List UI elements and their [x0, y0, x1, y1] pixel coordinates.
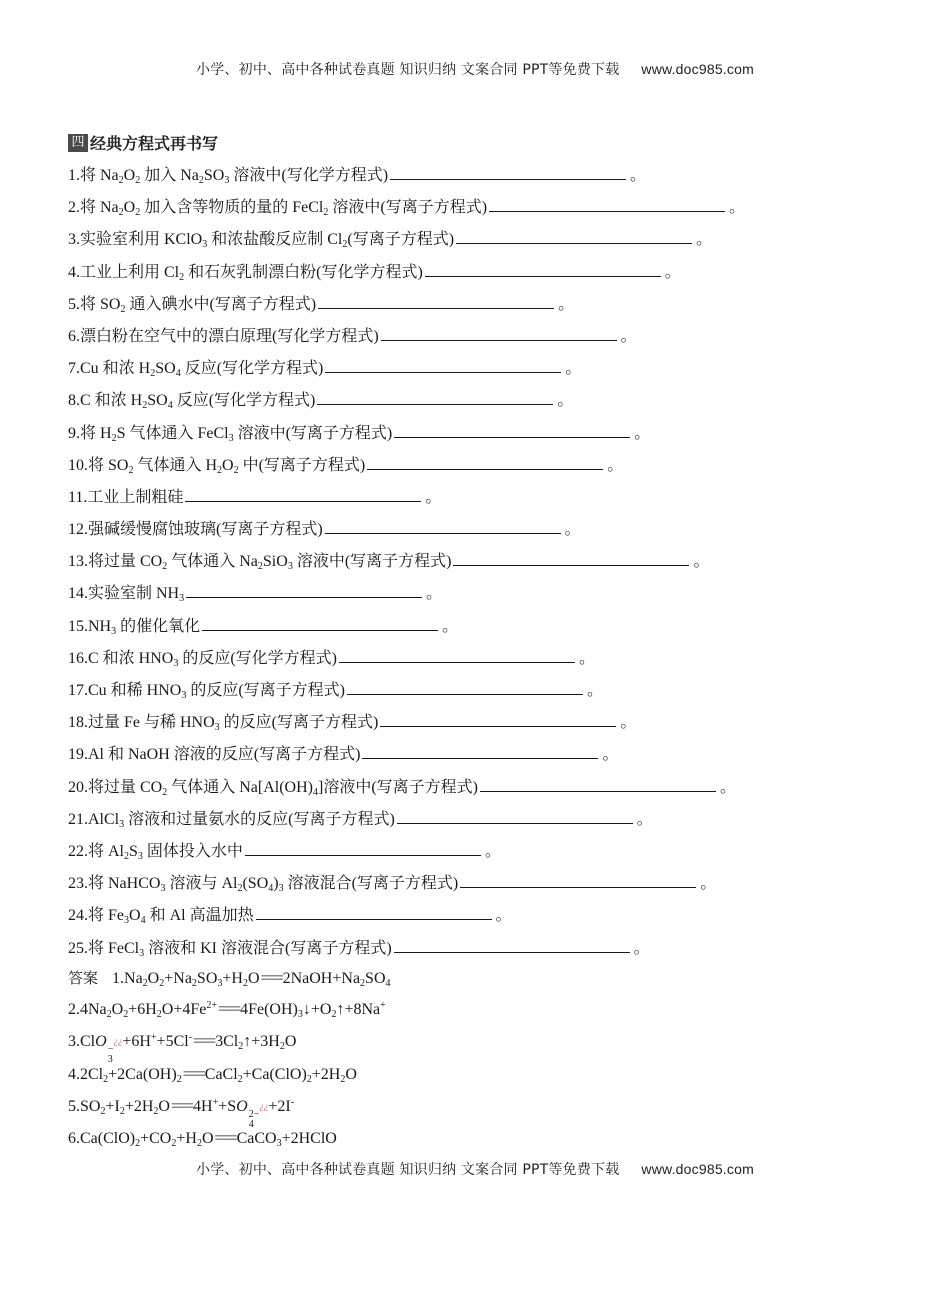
question-end-mark: 。 [565, 360, 582, 378]
question-item [68, 482, 908, 514]
question-end-mark: 。 [729, 199, 746, 217]
answer-list [68, 962, 908, 1155]
question-item [68, 643, 908, 675]
answer-blank[interactable] [380, 708, 616, 727]
question-text: 12.强碱缓慢腐蚀玻璃(写离子方程式) [68, 521, 323, 539]
question-end-mark: 。 [484, 842, 501, 860]
question-item [68, 546, 908, 578]
question-item [68, 868, 908, 900]
question-end-mark: 。 [442, 617, 459, 635]
answer-blank[interactable] [317, 386, 553, 405]
answer-blank[interactable] [397, 805, 633, 824]
answer-blank[interactable] [367, 451, 603, 470]
question-end-mark: 。 [664, 263, 681, 281]
question-end-mark: 。 [634, 424, 651, 442]
answer-label: 答案 [68, 969, 99, 987]
answer-blank[interactable] [202, 612, 438, 631]
question-text: 3.实验室利用 KClO$_3$ 和浓盐酸反应制 $Cl_2$(写离子方程式) [68, 231, 455, 251]
question-item [68, 321, 908, 353]
header-banner [0, 59, 950, 79]
question-text: 1.将 $Na_2O_2$ 加入 $Na_2SO_3$ 溶液中(写化学方程式) [68, 167, 389, 186]
answer-equation: 3.ClO −¿¿ 3 $+6H^++5Cl^-===3Cl_2↑+3H_2O$ [68, 1032, 297, 1066]
banner-text: 小学、初中、高中各种试卷真题 知识归纳 文案合同 PPT等免费下载 [196, 1162, 620, 1178]
question-text: 16.C 和浓 $HNO_3$ 的反应(写化学方程式) [68, 649, 338, 669]
question-item [68, 900, 908, 932]
question-text: 13.将过量 $CO_2$ 气体通入 $Na_2SiO_3$ 溶液中(写离子方程式) [68, 553, 452, 573]
question-item [68, 160, 908, 192]
question-text: 2.将 $Na_2O_2$ 加入含等物质的量的 FeCl$_2$ 溶液中(写离子方程式) [68, 199, 488, 219]
question-text: 9.将 $H_2S$ 气体通入 FeCl$_3$ 溶液中(写离子方程式) [68, 424, 393, 444]
answer-blank[interactable] [325, 354, 561, 373]
question-end-mark: 。 [636, 810, 653, 828]
section-title: 经典方程式再书写 [90, 134, 219, 153]
answer-blank[interactable] [394, 419, 630, 438]
question-item [68, 739, 908, 771]
question-text: 6.漂白粉在空气中的漂白原理(写化学方程式) [68, 327, 379, 345]
question-text: 20.将过量 $CO_2$ 气体通入 $Na[Al(OH)_4]$溶液中(写离子方程式) [68, 778, 478, 798]
question-item [68, 578, 908, 610]
question-list [68, 160, 908, 965]
question-text: 4.工业上利用 $Cl_2$ 和石灰乳制漂白粉(写化学方程式) [68, 263, 423, 283]
answer-blank[interactable] [453, 547, 689, 566]
section-badge: 四 [68, 134, 88, 152]
question-text: 17.Cu 和稀 $HNO_3$ 的反应(写离子方程式) [68, 682, 346, 701]
answer-blank[interactable] [460, 869, 696, 888]
answer-item [68, 1091, 908, 1130]
answer-blank[interactable] [394, 934, 630, 953]
question-item [68, 418, 908, 450]
question-text: 5.将 $SO_2$ 通入碘水中(写离子方程式) [68, 295, 317, 315]
question-item [68, 353, 908, 385]
question-item [68, 385, 908, 417]
answer-blank[interactable] [456, 225, 692, 244]
answer-blank[interactable] [325, 515, 561, 534]
answer-item [68, 1059, 908, 1091]
question-end-mark: 。 [558, 295, 575, 313]
question-end-mark: 。 [557, 392, 574, 410]
question-item [68, 450, 908, 482]
question-end-mark: 。 [633, 939, 650, 957]
question-text: 8.C 和浓 $H_2SO_4$ 反应(写化学方程式) [68, 392, 316, 412]
question-end-mark: 。 [602, 746, 619, 764]
answer-blank[interactable] [347, 676, 583, 695]
answer-equation: $4.2Cl_2+2Ca(OH)_2===CaCl_2+Ca(ClO)_2+2H_2O$ [68, 1065, 357, 1085]
banner-text: 小学、初中、高中各种试卷真题 知识归纳 文案合同 PPT等免费下载 [196, 62, 620, 78]
question-text: 7.Cu 和浓 $H_2SO_4$ 反应(写化学方程式) [68, 360, 324, 380]
question-end-mark: 。 [630, 167, 647, 184]
answer-equation: $2.4Na_2O_2+6H_2O+4Fe^{2+}===4Fe(OH)_3↓+O_2↑+8Na^+$ [68, 1000, 386, 1021]
question-item [68, 675, 908, 707]
question-end-mark: 。 [696, 231, 713, 249]
question-item [68, 707, 908, 739]
question-text: 19.Al 和 NaOH 溶液的反应(写离子方程式) [68, 746, 361, 764]
answer-blank[interactable] [480, 773, 716, 792]
question-item [68, 611, 908, 643]
question-item [68, 224, 908, 256]
question-text: 23.将 NaHCO$_3$ 溶液与 $Al_2(SO_4)_3$ 溶液混合(写离子方程式) [68, 875, 459, 895]
question-text: 10.将 $SO_2$ 气体通入 $H_2O_2$ 中(写离子方程式) [68, 456, 366, 476]
question-end-mark: 。 [720, 778, 737, 796]
answer-blank[interactable] [186, 579, 422, 598]
answer-blank[interactable] [425, 258, 661, 277]
question-end-mark: 。 [620, 714, 637, 732]
question-end-mark: 。 [693, 553, 710, 571]
question-text: 24.将 $Fe_3O_4$ 和 Al 高温加热 [68, 907, 254, 927]
answer-blank[interactable] [318, 290, 554, 309]
answer-blank[interactable] [245, 837, 481, 856]
answer-blank[interactable] [381, 322, 617, 341]
question-end-mark: 。 [587, 682, 604, 699]
question-end-mark: 。 [700, 875, 717, 893]
question-text: 14.实验室制 $NH_3$ [68, 585, 185, 605]
answer-blank[interactable] [390, 161, 626, 180]
answer-blank[interactable] [489, 193, 725, 212]
question-item [68, 933, 908, 965]
question-item [68, 804, 908, 836]
answer-blank[interactable] [256, 901, 492, 920]
question-text: 22.将 $Al_2S_3$ 固体投入水中 [68, 842, 243, 862]
question-item [68, 836, 908, 868]
answer-blank[interactable] [339, 644, 575, 663]
answer-equation: $5.SO_2+I_2+2H_2O===4H^++SO$ 2−¿¿ 4 +2I- [68, 1096, 295, 1130]
banner-site-link[interactable]: www.doc985.com [641, 61, 754, 77]
answer-item [68, 1123, 908, 1155]
question-item [68, 192, 908, 224]
question-text: 25.将 FeCl$_3$ 溶液和 KI 溶液混合(写离子方程式) [68, 939, 392, 959]
answer-equation: $1.Na_2O_2+Na_2SO_3+H_2O===2NaOH+Na_2SO_4$ [112, 970, 391, 989]
question-end-mark: 。 [495, 907, 512, 925]
question-text: 11.工业上制粗硅 [68, 488, 184, 506]
question-end-mark: 。 [620, 327, 637, 345]
answer-blank[interactable] [362, 740, 598, 759]
question-item [68, 514, 908, 546]
question-item [68, 772, 908, 804]
answer-equation: $6.Ca(ClO)_2+CO_2+H_2O===CaCO_3+2HClO$ [68, 1129, 337, 1149]
section-heading [68, 131, 218, 154]
question-end-mark: 。 [579, 649, 596, 667]
footer-banner [0, 1159, 950, 1179]
question-end-mark: 。 [426, 585, 443, 603]
answer-item [68, 994, 908, 1026]
question-text: 18.过量 Fe 与稀 $HNO_3$ 的反应(写离子方程式) [68, 714, 379, 734]
question-item [68, 289, 908, 321]
question-text: 21.AlCl$_3$ 溶液和过量氨水的反应(写离子方程式) [68, 810, 395, 830]
question-item [68, 257, 908, 289]
question-end-mark: 。 [425, 488, 442, 506]
answer-item [68, 1026, 908, 1066]
question-text: $15.NH_3$ 的催化氧化 [68, 617, 201, 637]
question-end-mark: 。 [607, 456, 624, 474]
answer-item [68, 962, 908, 994]
question-end-mark: 。 [564, 521, 581, 539]
banner-site-link[interactable]: www.doc985.com [641, 1161, 754, 1177]
answer-blank[interactable] [185, 483, 421, 502]
